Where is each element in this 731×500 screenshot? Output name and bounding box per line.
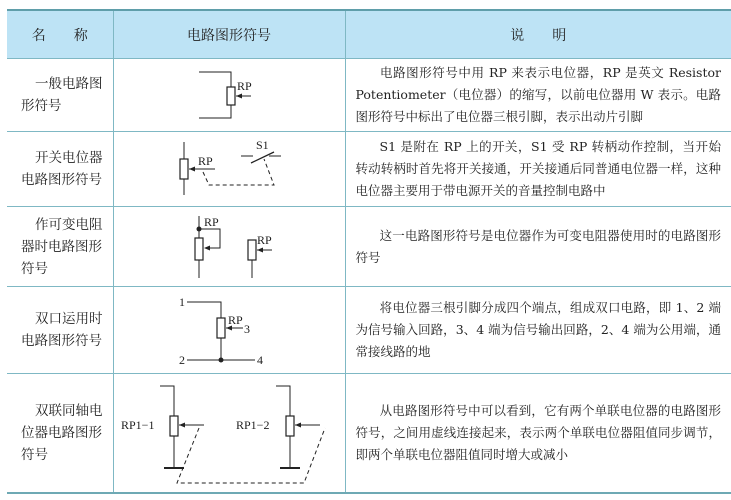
- potentiometer-symbol-icon: [169, 62, 289, 128]
- row-desc: 电路图形符号中用 RP 来表示电位器，RP 是英文 Resistor Potentiometer（电位器）的缩写，以前电位器用 W 表示。电路图形符号中标出了电位器三根引脚，表示出动片引脚: [345, 59, 731, 132]
- rp-label: RP: [198, 154, 213, 168]
- table-row: [7, 287, 731, 374]
- table-row: [7, 59, 731, 132]
- symbol-switch: [113, 132, 345, 207]
- header-name: 名 称: [7, 10, 113, 59]
- svg-text:4: 4: [257, 353, 263, 367]
- row-name: 作可变电阻器时电路图形符号: [7, 207, 113, 287]
- dual-gang-potentiometer-symbol-icon: [119, 378, 339, 488]
- symbol-variable-resistor: [113, 207, 345, 287]
- table-row: [7, 132, 731, 207]
- row-desc: 将电位器三根引脚分成四个端点，组成双口电路，即 1、2 端为信号输入回路，3、4 端为信号输出回路，2、4 端为公用端，通常接线路的地: [345, 287, 731, 374]
- row-desc: 这一电路图形符号是电位器作为可变电阻器使用时的电路图形符号: [345, 207, 731, 287]
- header-symbol: 电路图形符号: [113, 10, 345, 59]
- row-name: 双口运用时电路图形符号: [7, 287, 113, 374]
- row-desc: S1 是附在 RP 上的开关，S1 受 RP 转柄动作控制，当开始转动转柄时首先将开关接通，开关接通后同普通电位器一样，这种电位器主要用于带电源开关的音量控制电路中: [345, 132, 731, 207]
- potentiometer-symbol-table: [7, 9, 731, 494]
- variable-resistor-symbol-icon: [169, 212, 289, 282]
- row-name: 一般电路图形符号: [7, 59, 113, 132]
- svg-text:RP1−1: RP1−1: [121, 417, 155, 432]
- table-row: [7, 207, 731, 287]
- symbol-dual-gang: [113, 374, 345, 493]
- svg-text:RP1−2: RP1−2: [236, 417, 270, 432]
- symbol-two-port: [113, 287, 345, 374]
- row-desc: 从电路图形符号中可以看到，它有两个单联电位器的电路图形符号，之间用虚线连接起来，表示两个单联电位器阻值同步调节，即两个单联电位器阻值同时增大或减小: [345, 374, 731, 493]
- table-row: [7, 374, 731, 493]
- svg-text:3: 3: [244, 322, 250, 336]
- switch-potentiometer-symbol-icon: [139, 137, 319, 201]
- header-row: [7, 10, 731, 59]
- s1-label: S1: [256, 138, 269, 152]
- rp-label: RP: [204, 214, 219, 229]
- svg-text:1: 1: [179, 295, 185, 309]
- svg-text:RP: RP: [228, 313, 243, 327]
- rp-label: RP: [237, 79, 252, 93]
- row-name: 双联同轴电位器电路图形符号: [7, 374, 113, 493]
- row-name: 开关电位器电路图形符号: [7, 132, 113, 207]
- svg-text:2: 2: [179, 353, 185, 367]
- two-port-potentiometer-symbol-icon: [169, 290, 289, 370]
- rp-label: RP: [257, 232, 272, 247]
- header-desc: 说 明: [345, 10, 731, 59]
- symbol-general: [113, 59, 345, 132]
